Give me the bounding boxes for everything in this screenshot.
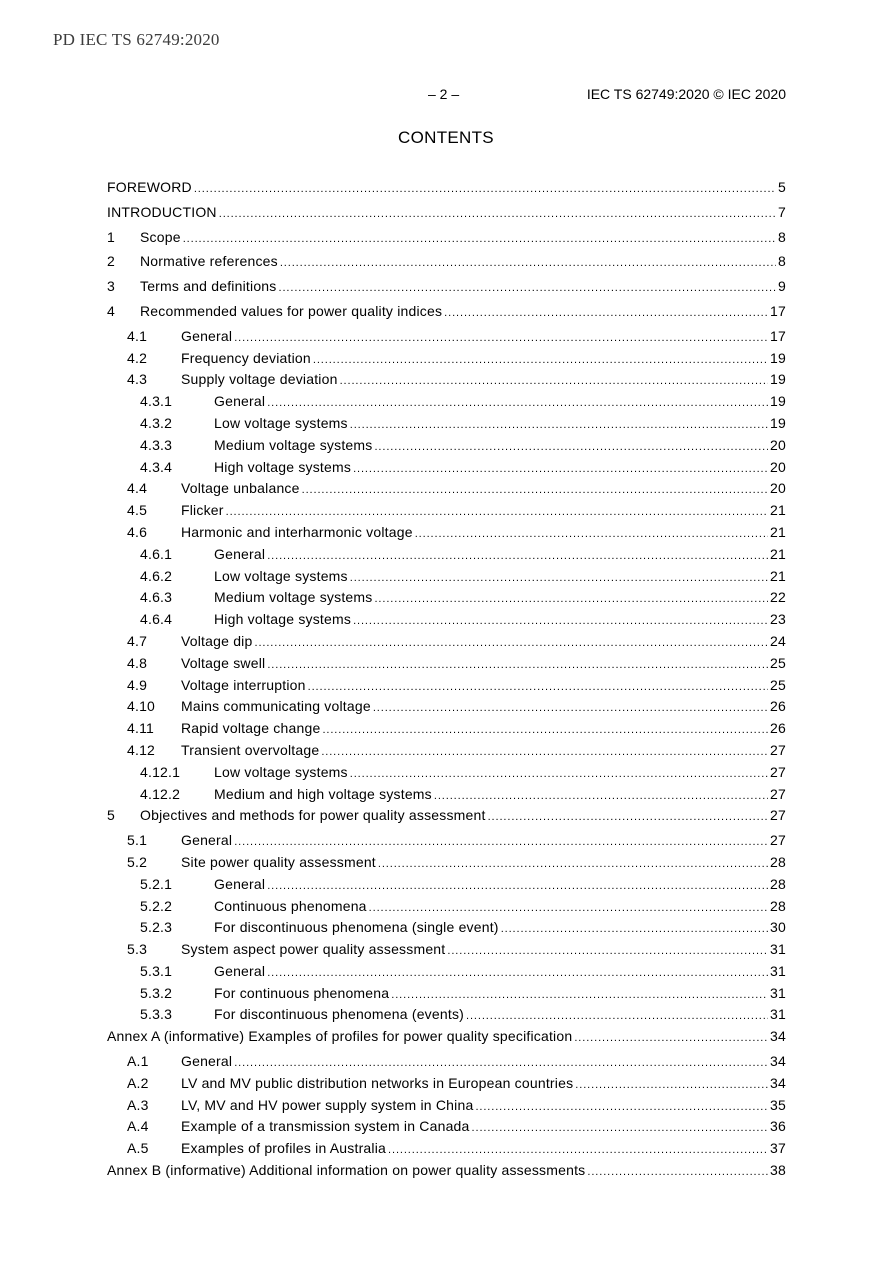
toc-entry[interactable]: [107, 805, 786, 830]
toc-entry-page: 23: [770, 611, 786, 628]
toc-leader-dots: [501, 917, 768, 939]
toc-entry[interactable]: [107, 939, 786, 961]
toc-entry-title: Normative references: [140, 253, 278, 270]
toc-entry-page: 21: [770, 523, 786, 540]
toc-entry-number: 4.9: [127, 676, 148, 693]
toc-entry-number: 4.12: [127, 741, 156, 758]
toc-entry-page: 19: [770, 414, 786, 431]
toc-entry-number: 4.3: [127, 371, 148, 388]
toc-entry-title: FOREWORD: [107, 179, 192, 195]
toc-entry-title: Voltage interruption: [181, 676, 306, 693]
toc-entry-page: 9: [778, 278, 786, 295]
toc-entry-title: Continuous phenomena: [214, 897, 367, 914]
table-of-contents: [107, 177, 786, 1185]
toc-entry-title: Harmonic and interharmonic voltage: [181, 523, 413, 540]
toc-entry-number: 4.4: [127, 480, 148, 497]
toc-entry-title: General: [181, 1053, 233, 1070]
toc-entry-page: 28: [770, 875, 786, 892]
toc-entry-number: A.3: [127, 1096, 149, 1113]
toc-entry-page: 31: [770, 984, 786, 1001]
toc-entry-page: 8: [778, 253, 786, 270]
toc-entry-page: 34: [770, 1074, 786, 1091]
toc-entry-number: 5.3.3: [140, 1006, 173, 1023]
toc-entry-page: 25: [770, 654, 786, 671]
toc-leader-dots: [183, 227, 776, 249]
toc-entry[interactable]: [107, 369, 786, 391]
toc-entry-page: 19: [770, 393, 786, 410]
toc-entry-title: Medium and high voltage systems: [214, 785, 432, 802]
toc-entry-page: 27: [770, 832, 786, 849]
toc-entry-page: 20: [770, 480, 786, 497]
toc-entry-page: 8: [778, 228, 786, 245]
toc-entry-page: 17: [770, 327, 786, 344]
toc-entry-title: For discontinuous phenomena (single event): [214, 919, 499, 936]
toc-leader-dots: [587, 1160, 768, 1182]
toc-leader-dots: [444, 301, 768, 323]
toc-entry[interactable]: [107, 675, 786, 697]
toc-entry-number: 4.6.1: [140, 545, 173, 562]
toc-entry-title: For discontinuous phenomena (events): [214, 1006, 465, 1023]
toc-entry-title: Medium voltage systems: [214, 589, 373, 606]
toc-leader-dots: [374, 587, 768, 609]
toc-entry-title: High voltage systems: [214, 458, 352, 475]
toc-entry-number: 4.3.2: [140, 414, 173, 431]
toc-leader-dots: [234, 1051, 768, 1073]
toc-entry-number: 5.2.1: [140, 875, 173, 892]
toc-leader-dots: [350, 762, 768, 784]
toc-leader-dots: [475, 1095, 768, 1117]
toc-entry-number: 5.3.2: [140, 984, 173, 1001]
toc-entry[interactable]: [107, 852, 786, 874]
toc-entry-number: 4.3.1: [140, 393, 173, 410]
toc-entry-title: Transient overvoltage: [181, 741, 320, 758]
toc-leader-dots: [350, 413, 768, 435]
toc-entry[interactable]: [107, 1004, 786, 1026]
toc-entry[interactable]: [107, 251, 786, 276]
toc-entry-page: 27: [770, 785, 786, 802]
toc-entry[interactable]: [107, 983, 786, 1005]
toc-entry[interactable]: [107, 631, 786, 653]
toc-leader-dots: [234, 830, 768, 852]
toc-entry-page: 19: [770, 349, 786, 366]
toc-entry-page: 28: [770, 897, 786, 914]
toc-entry-title: High voltage systems: [214, 611, 352, 628]
toc-leader-dots: [279, 276, 777, 298]
toc-entry-number: A.1: [127, 1053, 149, 1070]
toc-entry-title: Flicker: [181, 502, 224, 519]
toc-leader-dots: [226, 500, 768, 522]
toc-entry-page: 27: [770, 807, 786, 824]
toc-entry-number: 4.7: [127, 632, 148, 649]
toc-entry-page: 5: [778, 179, 786, 195]
toc-entry-number: 5.2.2: [140, 897, 173, 914]
toc-entry-title: Objectives and methods for power quality assessment: [140, 807, 486, 824]
toc-entry[interactable]: [107, 413, 786, 435]
toc-entry-number: 5.3: [127, 941, 148, 958]
toc-leader-dots: [267, 391, 768, 413]
toc-entry[interactable]: [107, 830, 786, 852]
toc-entry-title: Medium voltage systems: [214, 436, 373, 453]
toc-entry[interactable]: [107, 609, 786, 631]
toc-entry-title: Low voltage systems: [214, 763, 348, 780]
toc-entry-page: 36: [770, 1118, 786, 1135]
toc-entry[interactable]: [107, 961, 786, 983]
toc-entry-number: 4.6.3: [140, 589, 173, 606]
toc-leader-dots: [308, 675, 768, 697]
toc-leader-dots: [267, 874, 768, 896]
toc-entry-title: Site power quality assessment: [181, 853, 376, 870]
toc-leader-dots: [373, 696, 768, 718]
toc-entry-page: 21: [770, 545, 786, 562]
toc-leader-dots: [434, 784, 768, 806]
toc-entry-page: 31: [770, 962, 786, 979]
toc-entry[interactable]: [107, 653, 786, 675]
toc-leader-dots: [472, 1116, 768, 1138]
toc-entry[interactable]: [107, 500, 786, 522]
toc-leader-dots: [575, 1073, 768, 1095]
toc-entry-title: General: [214, 875, 266, 892]
toc-entry-title: Example of a transmission system in Canada: [181, 1118, 470, 1135]
toc-entry[interactable]: [107, 1026, 786, 1051]
toc-entry-title: LV, MV and HV power supply system in China: [181, 1096, 474, 1113]
toc-entry[interactable]: [107, 522, 786, 544]
toc-entry-page: 19: [770, 371, 786, 388]
toc-entry[interactable]: [107, 917, 786, 939]
toc-entry[interactable]: [107, 874, 786, 896]
toc-entry-title: Voltage unbalance: [181, 480, 300, 497]
toc-entry[interactable]: [107, 1160, 786, 1185]
toc-entry[interactable]: [107, 896, 786, 918]
toc-leader-dots: [447, 939, 768, 961]
toc-entry-title: Frequency deviation: [181, 349, 311, 366]
toc-entry-page: 20: [770, 458, 786, 475]
toc-entry-number: 5.2.3: [140, 919, 173, 936]
toc-leader-dots: [219, 202, 776, 224]
toc-leader-dots: [234, 326, 768, 348]
toc-entry-page: 37: [770, 1140, 786, 1157]
toc-entry-number: 4.5: [127, 502, 148, 519]
toc-entry-number: 4.11: [127, 720, 155, 737]
toc-entry-page: 38: [770, 1162, 786, 1179]
toc-entry-number: 1: [107, 228, 115, 245]
toc-entry-page: 25: [770, 676, 786, 693]
toc-entry-number: 4.12.2: [140, 785, 181, 802]
toc-entry-number: 4.12.1: [140, 763, 181, 780]
toc-entry-title: Rapid voltage change: [181, 720, 321, 737]
toc-entry-page: 7: [778, 203, 786, 220]
toc-entry-page: 22: [770, 589, 786, 606]
toc-entry-page: 31: [770, 941, 786, 958]
toc-entry-number: 5.3.1: [140, 962, 173, 979]
toc-leader-dots: [466, 1004, 768, 1026]
toc-entry-page: 27: [770, 741, 786, 758]
toc-entry-title: Annex A (informative) Examples of profiles for power quality specification: [107, 1028, 573, 1045]
toc-entry-title: General: [214, 545, 266, 562]
toc-entry[interactable]: [107, 566, 786, 588]
toc-entry[interactable]: [107, 784, 786, 806]
contents-heading: CONTENTS: [398, 128, 494, 147]
toc-entry[interactable]: [107, 696, 786, 718]
toc-entry-number: 3: [107, 278, 115, 295]
toc-leader-dots: [374, 435, 768, 457]
toc-entry[interactable]: [107, 718, 786, 740]
toc-entry-page: 20: [770, 436, 786, 453]
toc-entry-title: General: [214, 393, 266, 410]
toc-entry-number: 4.3.3: [140, 436, 173, 453]
toc-entry-page: 30: [770, 919, 786, 936]
toc-entry-number: 4.3.4: [140, 458, 173, 475]
toc-entry[interactable]: [107, 762, 786, 784]
toc-entry[interactable]: [107, 391, 786, 413]
toc-leader-dots: [267, 653, 768, 675]
toc-entry-number: 2: [107, 253, 115, 270]
toc-entry[interactable]: [107, 276, 786, 301]
toc-entry-number: 4.1: [127, 327, 148, 344]
toc-entry[interactable]: [107, 227, 786, 252]
toc-leader-dots: [313, 348, 768, 370]
toc-entry[interactable]: [107, 1116, 786, 1138]
toc-entry-page: 27: [770, 763, 786, 780]
toc-leader-dots: [415, 522, 768, 544]
toc-entry[interactable]: [107, 544, 786, 566]
toc-leader-dots: [574, 1026, 768, 1048]
toc-entry-title: Scope: [140, 228, 181, 245]
toc-entry-page: 31: [770, 1006, 786, 1023]
toc-entry-number: 4.10: [127, 698, 156, 715]
toc-entry-number: 4.6.4: [140, 611, 173, 628]
toc-entry-title: Low voltage systems: [214, 567, 348, 584]
toc-entry-title: General: [181, 327, 233, 344]
toc-entry-title: INTRODUCTION: [107, 203, 217, 220]
toc-entry-title: General: [214, 962, 266, 979]
toc-entry[interactable]: [107, 202, 786, 227]
toc-entry-title: Terms and definitions: [140, 278, 277, 295]
document-id-label: PD IEC TS 62749:2020: [53, 30, 220, 49]
toc-entry-number: 4.8: [127, 654, 148, 671]
toc-entry-title: System aspect power quality assessment: [181, 941, 446, 958]
toc-leader-dots: [254, 631, 768, 653]
toc-entry-number: 4.2: [127, 349, 148, 366]
toc-entry-page: 24: [770, 632, 786, 649]
toc-leader-dots: [391, 983, 768, 1005]
toc-leader-dots: [302, 478, 768, 500]
toc-entry-title: Mains communicating voltage: [181, 698, 371, 715]
toc-leader-dots: [280, 251, 776, 273]
toc-leader-dots: [353, 609, 768, 631]
toc-entry[interactable]: [107, 326, 786, 348]
toc-entry[interactable]: [107, 1138, 786, 1160]
toc-entry-title: LV and MV public distribution networks in European countries: [181, 1074, 574, 1091]
toc-entry-number: 4.6.2: [140, 567, 173, 584]
toc-entry[interactable]: [107, 177, 786, 202]
toc-leader-dots: [194, 177, 776, 199]
toc-entry[interactable]: [107, 478, 786, 500]
toc-entry-title: Voltage dip: [181, 632, 253, 649]
toc-entry[interactable]: [107, 301, 786, 326]
toc-entry[interactable]: [107, 740, 786, 762]
toc-entry-page: 28: [770, 853, 786, 870]
toc-entry[interactable]: [107, 1051, 786, 1073]
toc-entry[interactable]: [107, 435, 786, 457]
toc-entry-number: A.5: [127, 1140, 149, 1157]
toc-entry-title: Recommended values for power quality indices: [140, 302, 443, 319]
toc-entry-number: 5.1: [127, 832, 148, 849]
page-number: – 2 –: [428, 86, 460, 102]
toc-entry-number: 5.2: [127, 853, 148, 870]
toc-leader-dots: [388, 1138, 768, 1160]
toc-entry[interactable]: [107, 348, 786, 370]
toc-entry[interactable]: [107, 457, 786, 479]
toc-entry-page: 34: [770, 1053, 786, 1070]
toc-leader-dots: [369, 896, 768, 918]
toc-entry-number: 4.6: [127, 523, 148, 540]
toc-leader-dots: [321, 740, 768, 762]
toc-entry-number: A.2: [127, 1074, 149, 1091]
toc-entry-title: For continuous phenomena: [214, 984, 390, 1001]
toc-leader-dots: [267, 544, 768, 566]
toc-entry-title: Supply voltage deviation: [181, 371, 338, 388]
toc-entry-number: 4: [107, 302, 115, 319]
toc-entry-number: A.4: [127, 1118, 149, 1135]
toc-entry-page: 26: [770, 720, 786, 737]
toc-leader-dots: [350, 566, 768, 588]
toc-leader-dots: [322, 718, 768, 740]
toc-entry-title: General: [181, 832, 233, 849]
toc-entry[interactable]: [107, 1095, 786, 1117]
toc-entry[interactable]: [107, 587, 786, 609]
toc-entry-page: 21: [770, 502, 786, 519]
page-header: [0, 86, 892, 106]
toc-entry-title: Low voltage systems: [214, 414, 348, 431]
toc-entry-title: Voltage swell: [181, 654, 266, 671]
toc-leader-dots: [267, 961, 768, 983]
standard-reference: IEC TS 62749:2020 © IEC 2020: [586, 86, 786, 102]
toc-entry-title: Annex B (informative) Additional information on power quality assessments: [107, 1162, 586, 1179]
toc-entry-page: 17: [770, 302, 786, 319]
toc-entry-page: 21: [770, 567, 786, 584]
toc-entry-page: 26: [770, 698, 786, 715]
toc-leader-dots: [340, 369, 768, 391]
toc-entry-page: 34: [770, 1028, 786, 1045]
toc-leader-dots: [378, 852, 768, 874]
toc-entry[interactable]: [107, 1073, 786, 1095]
toc-entry-title: Examples of profiles in Australia: [181, 1140, 387, 1157]
toc-entry-page: 35: [770, 1096, 786, 1113]
toc-entry-number: 5: [107, 807, 115, 824]
toc-leader-dots: [353, 457, 768, 479]
toc-leader-dots: [488, 805, 768, 827]
